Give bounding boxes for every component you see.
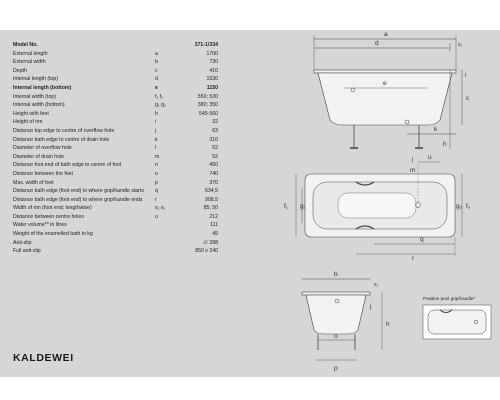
dim-u-label: u <box>428 154 432 161</box>
spec-row-label: Diameter of overflow hole <box>13 145 72 152</box>
spec-row-value: 730 <box>209 59 218 66</box>
spec-row-value: 908,5 <box>205 196 218 203</box>
spec-row-value: 111 <box>210 222 218 229</box>
spec-row-label: Distance between the feet <box>13 170 73 177</box>
dim-f2-label: f₂ <box>466 203 471 210</box>
spec-row-symbol: u <box>155 213 158 220</box>
spec-row-symbol: p <box>155 179 158 186</box>
spec-row-label: Distance bath edge to centre of drain hole <box>13 136 110 143</box>
spec-row-label: Distance between centre holes <box>13 213 84 220</box>
spec-row-value: 85; 50 <box>203 205 218 212</box>
spec-row-symbol: g₁ g₂ <box>155 102 166 109</box>
dim-s2-label: s₂ <box>374 282 379 288</box>
spec-row-label: Weight of the enamelled bath in kg <box>13 231 93 238</box>
spec-row-value: 550; 530 <box>197 93 218 100</box>
spec-row-label: Height with feet <box>13 110 49 117</box>
spec-row-symbol: j <box>155 127 157 134</box>
spec-row-value: 634,5 <box>205 188 218 195</box>
spec-row-value: 32 <box>212 119 218 126</box>
spec-row-symbol: n <box>155 162 158 169</box>
spec-row-value: 1700 <box>206 50 218 57</box>
spec-row-label: Internal width (top) <box>13 93 56 100</box>
dim-q-label: q <box>420 236 424 243</box>
end-view <box>302 271 390 372</box>
spec-row-value: 49 <box>212 231 218 238</box>
spec-row-value: 310 <box>209 136 218 143</box>
spec-row-label: Distance top edge to centre of overflow hole <box>13 127 115 134</box>
spec-row-value: ∅ 288 <box>203 239 218 246</box>
spec-row-symbol: k <box>155 136 158 143</box>
spec-header-label: Model No. <box>13 42 38 48</box>
spec-row-value: 63 <box>212 127 218 134</box>
spec-row-value: 740 <box>209 170 218 177</box>
spec-row-value: 545-560 <box>198 110 218 117</box>
spec-row-symbol: c <box>155 67 158 74</box>
spec-row-label: Distance bath edge (foot end) to where grip/handle ends <box>13 196 143 203</box>
dim-p-label: p <box>334 365 338 372</box>
dim-c-label: c <box>466 95 470 102</box>
spec-row-label: Anti-slip <box>13 239 32 246</box>
dim-g2-label: g₂ <box>456 203 463 210</box>
spec-row-label: External length <box>13 50 48 57</box>
spec-row-symbol: b <box>155 59 158 66</box>
spec-row-value: 450 <box>209 162 218 169</box>
spec-row-label: Water volume** in litres <box>13 222 67 229</box>
spec-row-symbol: i <box>155 119 157 126</box>
spec-row-symbol: h <box>155 110 158 117</box>
spec-row-label: External width <box>13 59 46 66</box>
kaldewei-logo: KALDEWEI <box>13 352 74 364</box>
spec-row-value: 380; 350 <box>197 102 218 109</box>
spec-row-label: Distance bath edge (foot end) to where grip/handle starts <box>13 188 144 195</box>
dim-r-label: r <box>412 255 415 262</box>
spec-row-symbol: f₁ f₂ <box>155 93 164 100</box>
spec-row-label: Depth <box>13 67 27 74</box>
dim-d-label: d <box>375 40 379 47</box>
bath-drawings <box>0 30 500 377</box>
grip-position-inset <box>423 305 491 339</box>
dim-i-label: i <box>465 72 467 79</box>
spec-row-value: 1530 <box>206 76 218 83</box>
spec-row-value: 52 <box>212 153 218 160</box>
spec-row-symbol: e <box>155 84 158 91</box>
side-view <box>314 31 470 149</box>
dim-a-label: a <box>384 31 388 38</box>
dim-k-label: k <box>434 126 438 133</box>
technical-drawing-sheet <box>0 30 500 377</box>
spec-row-label: Full anti-slip <box>13 248 41 255</box>
spec-row-label: Internal length (top) <box>13 76 58 83</box>
inset-caption: Position pool grip/handle* <box>423 296 476 301</box>
top-view <box>284 154 471 262</box>
spec-row-symbol: l <box>155 145 157 152</box>
spec-row-label: Max. width of feet <box>13 179 54 186</box>
spec-row-label: Internal length (bottom) <box>13 84 72 91</box>
spec-row-value: 850 x 240 <box>195 248 218 255</box>
dim-b-label: b <box>334 271 338 278</box>
dim-f1-label: f₁ <box>284 203 288 210</box>
spec-row-symbol: r <box>155 196 157 203</box>
dim-j-label: j <box>370 303 372 310</box>
dim-e-label: e <box>383 80 387 87</box>
dim-s1-label: s₁ <box>458 42 463 48</box>
spec-row-label: Width of rim (foot end; lengthwise) <box>13 205 92 212</box>
spec-row-value: 52 <box>212 145 218 152</box>
dim-h-label: h <box>443 141 447 148</box>
spec-row-symbol: s₁ s₂ <box>155 205 166 212</box>
spec-row-label: Distance foot end of bath edge to centre of foot <box>13 162 122 169</box>
spec-header-value: 371-1/334 <box>194 42 218 48</box>
dim-o-label: o <box>334 333 338 340</box>
spec-row-symbol: q <box>155 188 158 195</box>
dim-g1-label: g₁ <box>300 203 306 210</box>
spec-row-label: Internal width (bottom) <box>13 102 65 109</box>
spec-row-value: 212 <box>209 213 218 220</box>
spec-row-symbol: a <box>155 50 158 57</box>
spec-row-symbol: d <box>155 76 158 83</box>
spec-row-symbol: m <box>155 153 160 160</box>
spec-row-label: Diameter of drain hole <box>13 153 65 160</box>
spec-row-value: 370 <box>209 179 218 186</box>
dim-h2-label: h <box>386 321 390 328</box>
dim-l-label: l <box>412 157 414 164</box>
dim-m-label: m <box>410 167 416 174</box>
spec-row-value: 410 <box>209 67 218 74</box>
spec-row-label: Height of rim <box>13 119 43 126</box>
spec-row-value: 1150 <box>206 84 218 91</box>
spec-row-symbol: o <box>155 170 158 177</box>
